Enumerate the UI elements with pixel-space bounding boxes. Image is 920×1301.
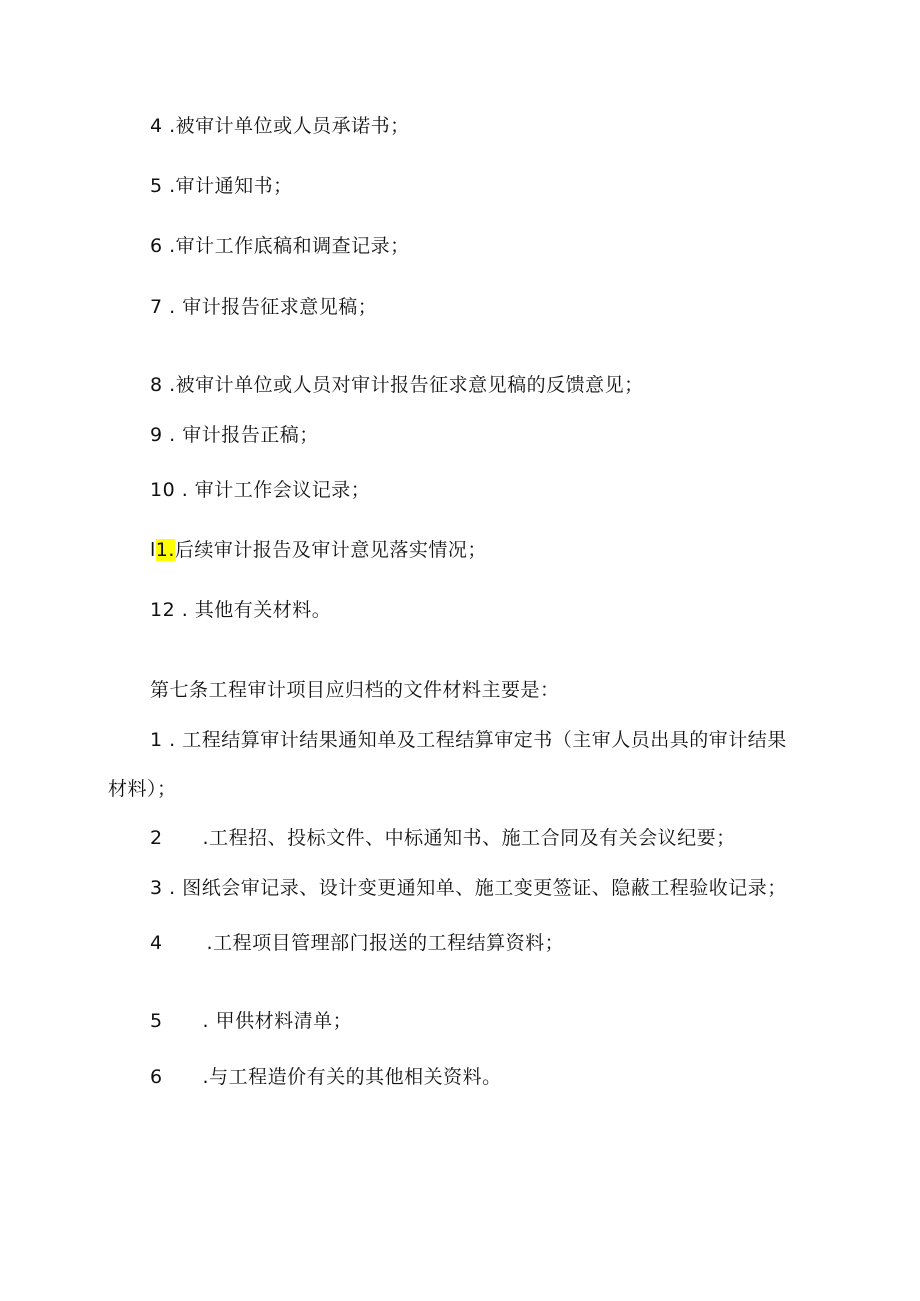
list-item xyxy=(150,113,410,139)
list-item xyxy=(150,825,736,851)
item-text: . 甲供材料清单； xyxy=(196,1010,353,1032)
item-number: 9 xyxy=(150,424,163,446)
item-text: 材料）； xyxy=(108,778,177,800)
item-text: .工程项目管理部门报送的工程结算资料； xyxy=(200,932,565,954)
article-heading xyxy=(150,677,560,703)
item-text: . 审计报告正稿； xyxy=(162,424,319,446)
item-text: .审计工作底稿和调查记录； xyxy=(162,235,410,257)
list-item xyxy=(150,930,564,956)
item-text: 第七条工程审计项目应归档的文件材料主要是： xyxy=(150,679,560,701)
list-item xyxy=(150,422,319,448)
item-text: . 审计工作会议记录； xyxy=(175,479,371,501)
list-item xyxy=(150,372,644,398)
item-number-prefix: l xyxy=(150,539,156,561)
item-number: 6 xyxy=(150,1066,163,1088)
list-item xyxy=(150,1008,352,1034)
item-number: 1 xyxy=(150,729,163,751)
highlighted-item-number: 1. xyxy=(155,539,175,561)
item-text: .被审计单位或人员承诺书； xyxy=(162,115,410,137)
list-item xyxy=(150,875,787,901)
item-number: 4 xyxy=(150,115,163,137)
item-number: 3 xyxy=(150,877,163,899)
list-item xyxy=(150,477,370,503)
list-item xyxy=(150,537,487,563)
list-item xyxy=(150,1064,502,1090)
list-item xyxy=(150,233,410,259)
item-number: 2 xyxy=(150,827,163,849)
list-item xyxy=(150,294,377,320)
item-text: 后续审计报告及审计意见落实情况； xyxy=(174,539,487,561)
item-text: . 工程结算审计结果通知单及工程结算审定书（主审人员出具的审计结果 xyxy=(162,729,787,751)
item-number: 7 xyxy=(150,296,163,318)
list-item xyxy=(150,727,787,753)
item-number: 5 xyxy=(150,1010,163,1032)
item-text: . 其他有关材料。 xyxy=(175,599,332,621)
item-text: . 审计报告征求意见稿； xyxy=(162,296,378,318)
item-number: 12 xyxy=(150,599,176,621)
list-item xyxy=(150,173,293,199)
list-item xyxy=(150,597,331,623)
item-number: 4 xyxy=(150,932,163,954)
list-item-continuation xyxy=(108,776,177,802)
item-text: .与工程造价有关的其他相关资料。 xyxy=(196,1066,502,1088)
item-number: 6 xyxy=(150,235,163,257)
item-text: .审计通知书； xyxy=(162,175,293,197)
item-number: 10 xyxy=(150,479,176,501)
item-text: .工程招、投标文件、中标通知书、施工合同及有关会议纪要； xyxy=(196,827,736,849)
item-number: 5 xyxy=(150,175,163,197)
item-number: 8 xyxy=(150,374,163,396)
item-text: . 图纸会审记录、设计变更通知单、施工变更签证、隐蔽工程验收记录； xyxy=(162,877,787,899)
item-text: .被审计单位或人员对审计报告征求意见稿的反馈意见； xyxy=(162,374,644,396)
